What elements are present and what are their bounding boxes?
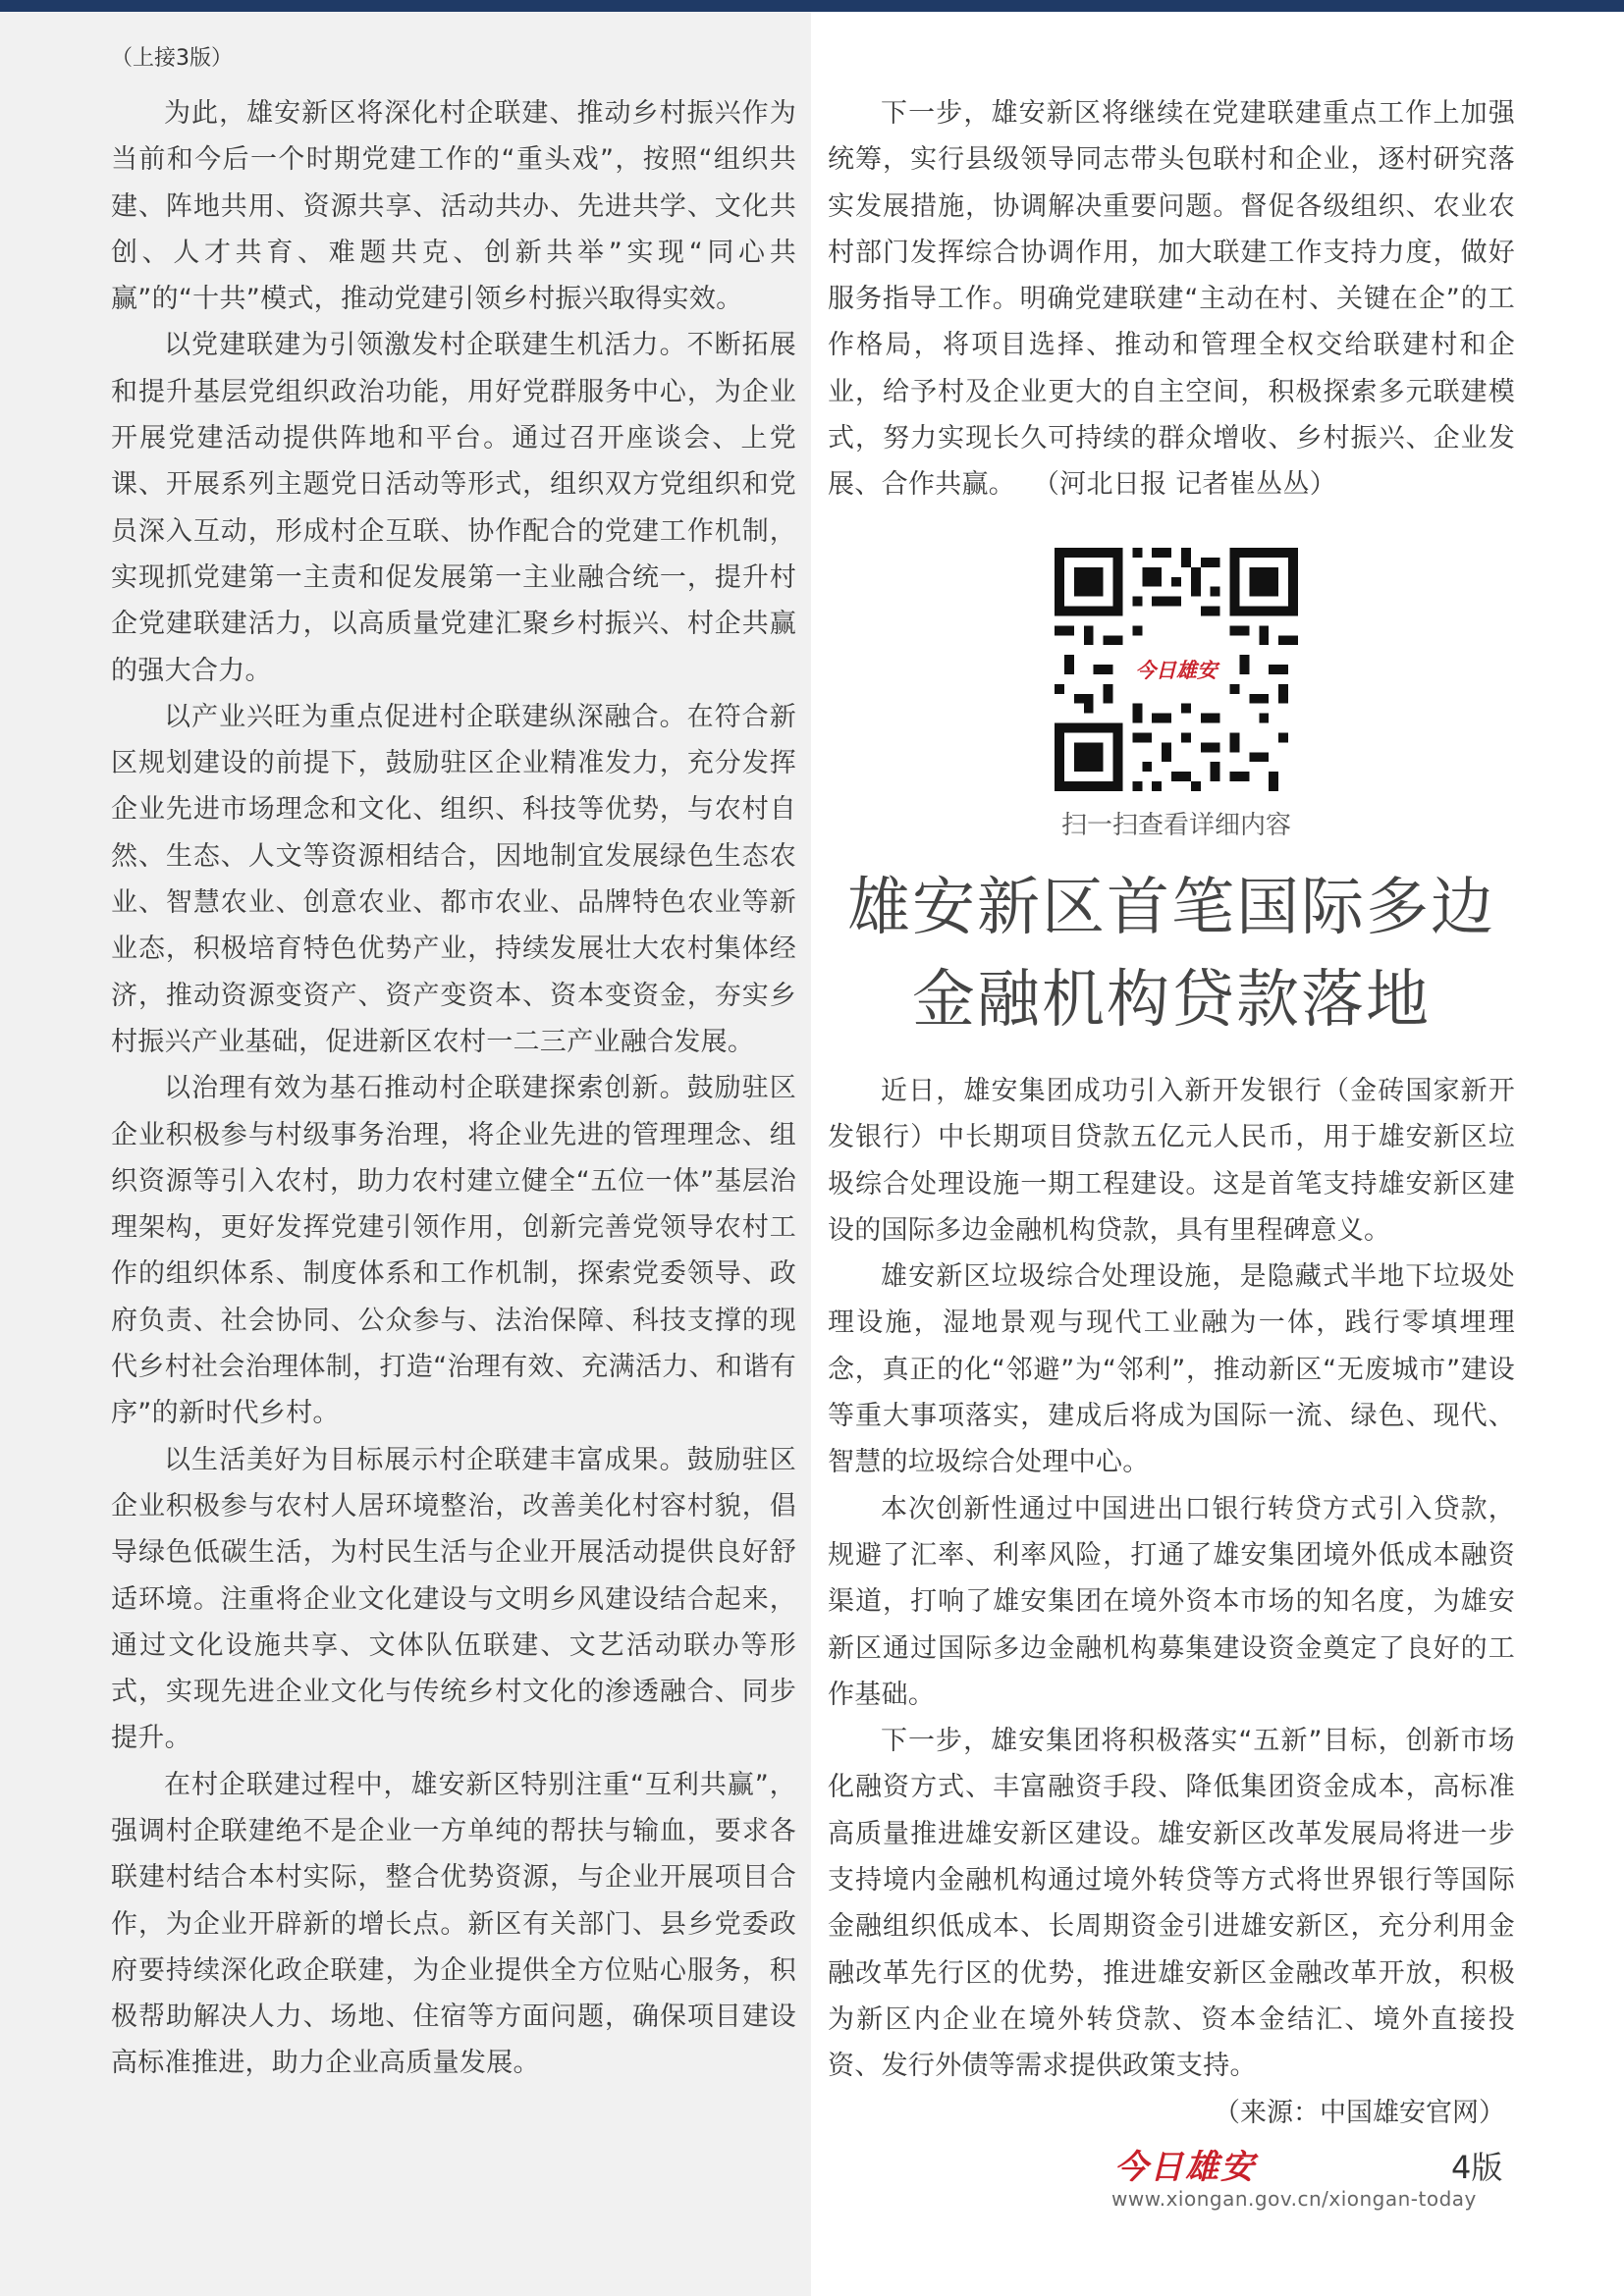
paragraph: 以产业兴旺为重点促进村企联建纵深融合。在符合新区规划建设的前提下，鼓励驻区企业精准发力，充分发挥企业先进市场理念和文化、组织、科技等优势，与农村自然、生态、人文等资源相结合，因地制宜发展绿色生态农业、智慧农业、创意农业、都市农业、品牌特色农业等新业态，积极培育特色优势产业，持续发展壮大农村集体经济，推动资源变资产、资产变资本、资本变资金，夯实乡村振兴产业基础，促进新区农村一二三产业融合发展。 [111,701,796,1057]
article-headline [828,862,1515,1046]
right-column-continuation [828,90,1515,508]
qr-code[interactable] [1055,548,1298,791]
continued-note: （上接3版） [111,46,233,71]
paragraph-text: 下一步，雄安新区将继续在党建联建重点工作上加强统筹，实行县级领导同志带头包联村和企业，逐村研究落实发展措施，协调解决重要问题。督促各级组织、农业农村部门发挥综合协调作用，加大联建工作支持力度，做好服务指导工作。明确党建联建“主动在村、关键在企”的工作格局，将项目选择、推动和管理全权交给联建村和企业，给予村及企业更大的自主空间，积极探索多元联建模式，努力实现长久可持续的群众增收、乡村振兴、企业发展、合作共赢。 [828,98,1515,501]
qr-center-label: 今日雄安 [1135,657,1218,682]
right-column-article [828,1068,1515,2090]
qr-caption: 扫一扫查看详细内容 [1060,811,1291,840]
paragraph: 近日，雄安集团成功引入新开发银行（金砖国家新开发银行）中长期项目贷款五亿元人民币，用于雄安新区垃圾综合处理设施一期工程建设。这是首笔支持雄安新区建设的国际多边金融机构贷款，具有里程碑意义。 [828,1076,1515,1246]
headline-line: 雄安新区首笔国际多边 [847,872,1495,944]
qr-code-icon [1055,548,1298,791]
page-number: 4版 [1451,2149,1503,2186]
byline: （河北日报 记者崔丛丛） [1032,469,1337,501]
paragraph [828,90,1515,508]
article-source: （来源：中国雄安官网） [1214,2098,1505,2128]
headline-line: 金融机构贷款落地 [912,964,1431,1037]
left-column-article [111,90,796,2087]
paragraph: 雄安新区垃圾综合处理设施，是隐藏式半地下垃圾处理设施，湿地景观与现代工业融为一体，践行零填埋理念，真正的化“邻避”为“邻利”，推动新区“无废城市”建设等重大事项落实，建成后将成为国际一流、绿色、现代、智慧的垃圾综合处理中心。 [828,1261,1515,1478]
paragraph: 以党建联建为引领激发村企联建生机活力。不断拓展和提升基层党组织政治功能，用好党群服务中心，为企业开展党建活动提供阵地和平台。通过召开座谈会、上党课、开展系列主题党日活动等形式，组织双方党组织和党员深入互动，形成村企互联、协作配合的党建工作机制，实现抓党建第一主责和促发展第一主业融合统一，提升村企党建联建活力，以高质量党建汇聚乡村振兴、村企共赢的强大合力。 [111,330,796,686]
paragraph: 本次创新性通过中国进出口银行转贷方式引入贷款，规避了汇率、利率风险，打通了雄安集团境外低成本融资渠道，打响了雄安集团在境外资本市场的知名度，为雄安新区通过国际多边金融机构募集建设资金奠定了良好的工作基础。 [828,1493,1515,1710]
paragraph: 以生活美好为目标展示村企联建丰富成果。鼓励驻区企业积极参与农村人居环境整治，改善美化村容村貌，倡导绿色低碳生活，为村民生活与企业开展活动提供良好舒适环境。注重将企业文化建设与文明乡风建设结合起来，通过文化设施共享、文体队伍联建、文艺活动联办等形式，实现先进企业文化与传统乡村文化的渗透融合、同步提升。 [111,1444,796,1754]
paragraph: 以治理有效为基石推动村企联建探索创新。鼓励驻区企业积极参与村级事务治理，将企业先进的管理理念、组织资源等引入农村，助力农村建立健全“五位一体”基层治理架构，更好发挥党建引领作用，创新完善党领导农村工作的组织体系、制度体系和工作机制，探索党委领导、政府负责、社会协同、公众参与、法治保障、科技支撑的现代乡村社会治理体制，打造“治理有效、充满活力、和谐有序”的新时代乡村。 [111,1073,796,1429]
site-url[interactable]: www.xiongan.gov.cn/xiongan-today [1111,2187,1477,2211]
top-color-bar [0,0,1624,12]
paragraph: 为此，雄安新区将深化村企联建、推动乡村振兴作为当前和今后一个时期党建工作的“重头戏”，按照“组织共建、阵地共用、资源共享、活动共办、先进共学、文化共创、人才共育、难题共克、创新共举”实现“同心共赢”的“十共”模式，推动党建引领乡村振兴取得实效。 [111,98,796,315]
masthead-logo: 今日雄安 [1114,2148,1256,2187]
paragraph: 下一步，雄安集团将积极落实“五新”目标，创新市场化融资方式、丰富融资手段、降低集团资金成本，高标准高质量推进雄安新区建设。雄安新区改革发展局将进一步支持境内金融机构通过境外转贷等方式将世界银行等国际金融组织低成本、长周期资金引进雄安新区，充分利用金融改革先行区的优势，推进雄安新区金融改革开放，积极为新区内企业在境外转贷款、资本金结汇、境外直接投资、发行外债等需求提供政策支持。 [828,1726,1515,2082]
paragraph: 在村企联建过程中，雄安新区特别注重“互利共赢”，强调村企联建绝不是企业一方单纯的帮扶与输血，要求各联建村结合本村实际，整合优势资源，与企业开展项目合作，为企业开辟新的增长点。新区有关部门、县乡党委政府要持续深化政企联建，为企业提供全方位贴心服务，积极帮助解决人力、场地、住宿等方面问题，确保项目建设高标准推进，助力企业高质量发展。 [111,1769,796,2079]
